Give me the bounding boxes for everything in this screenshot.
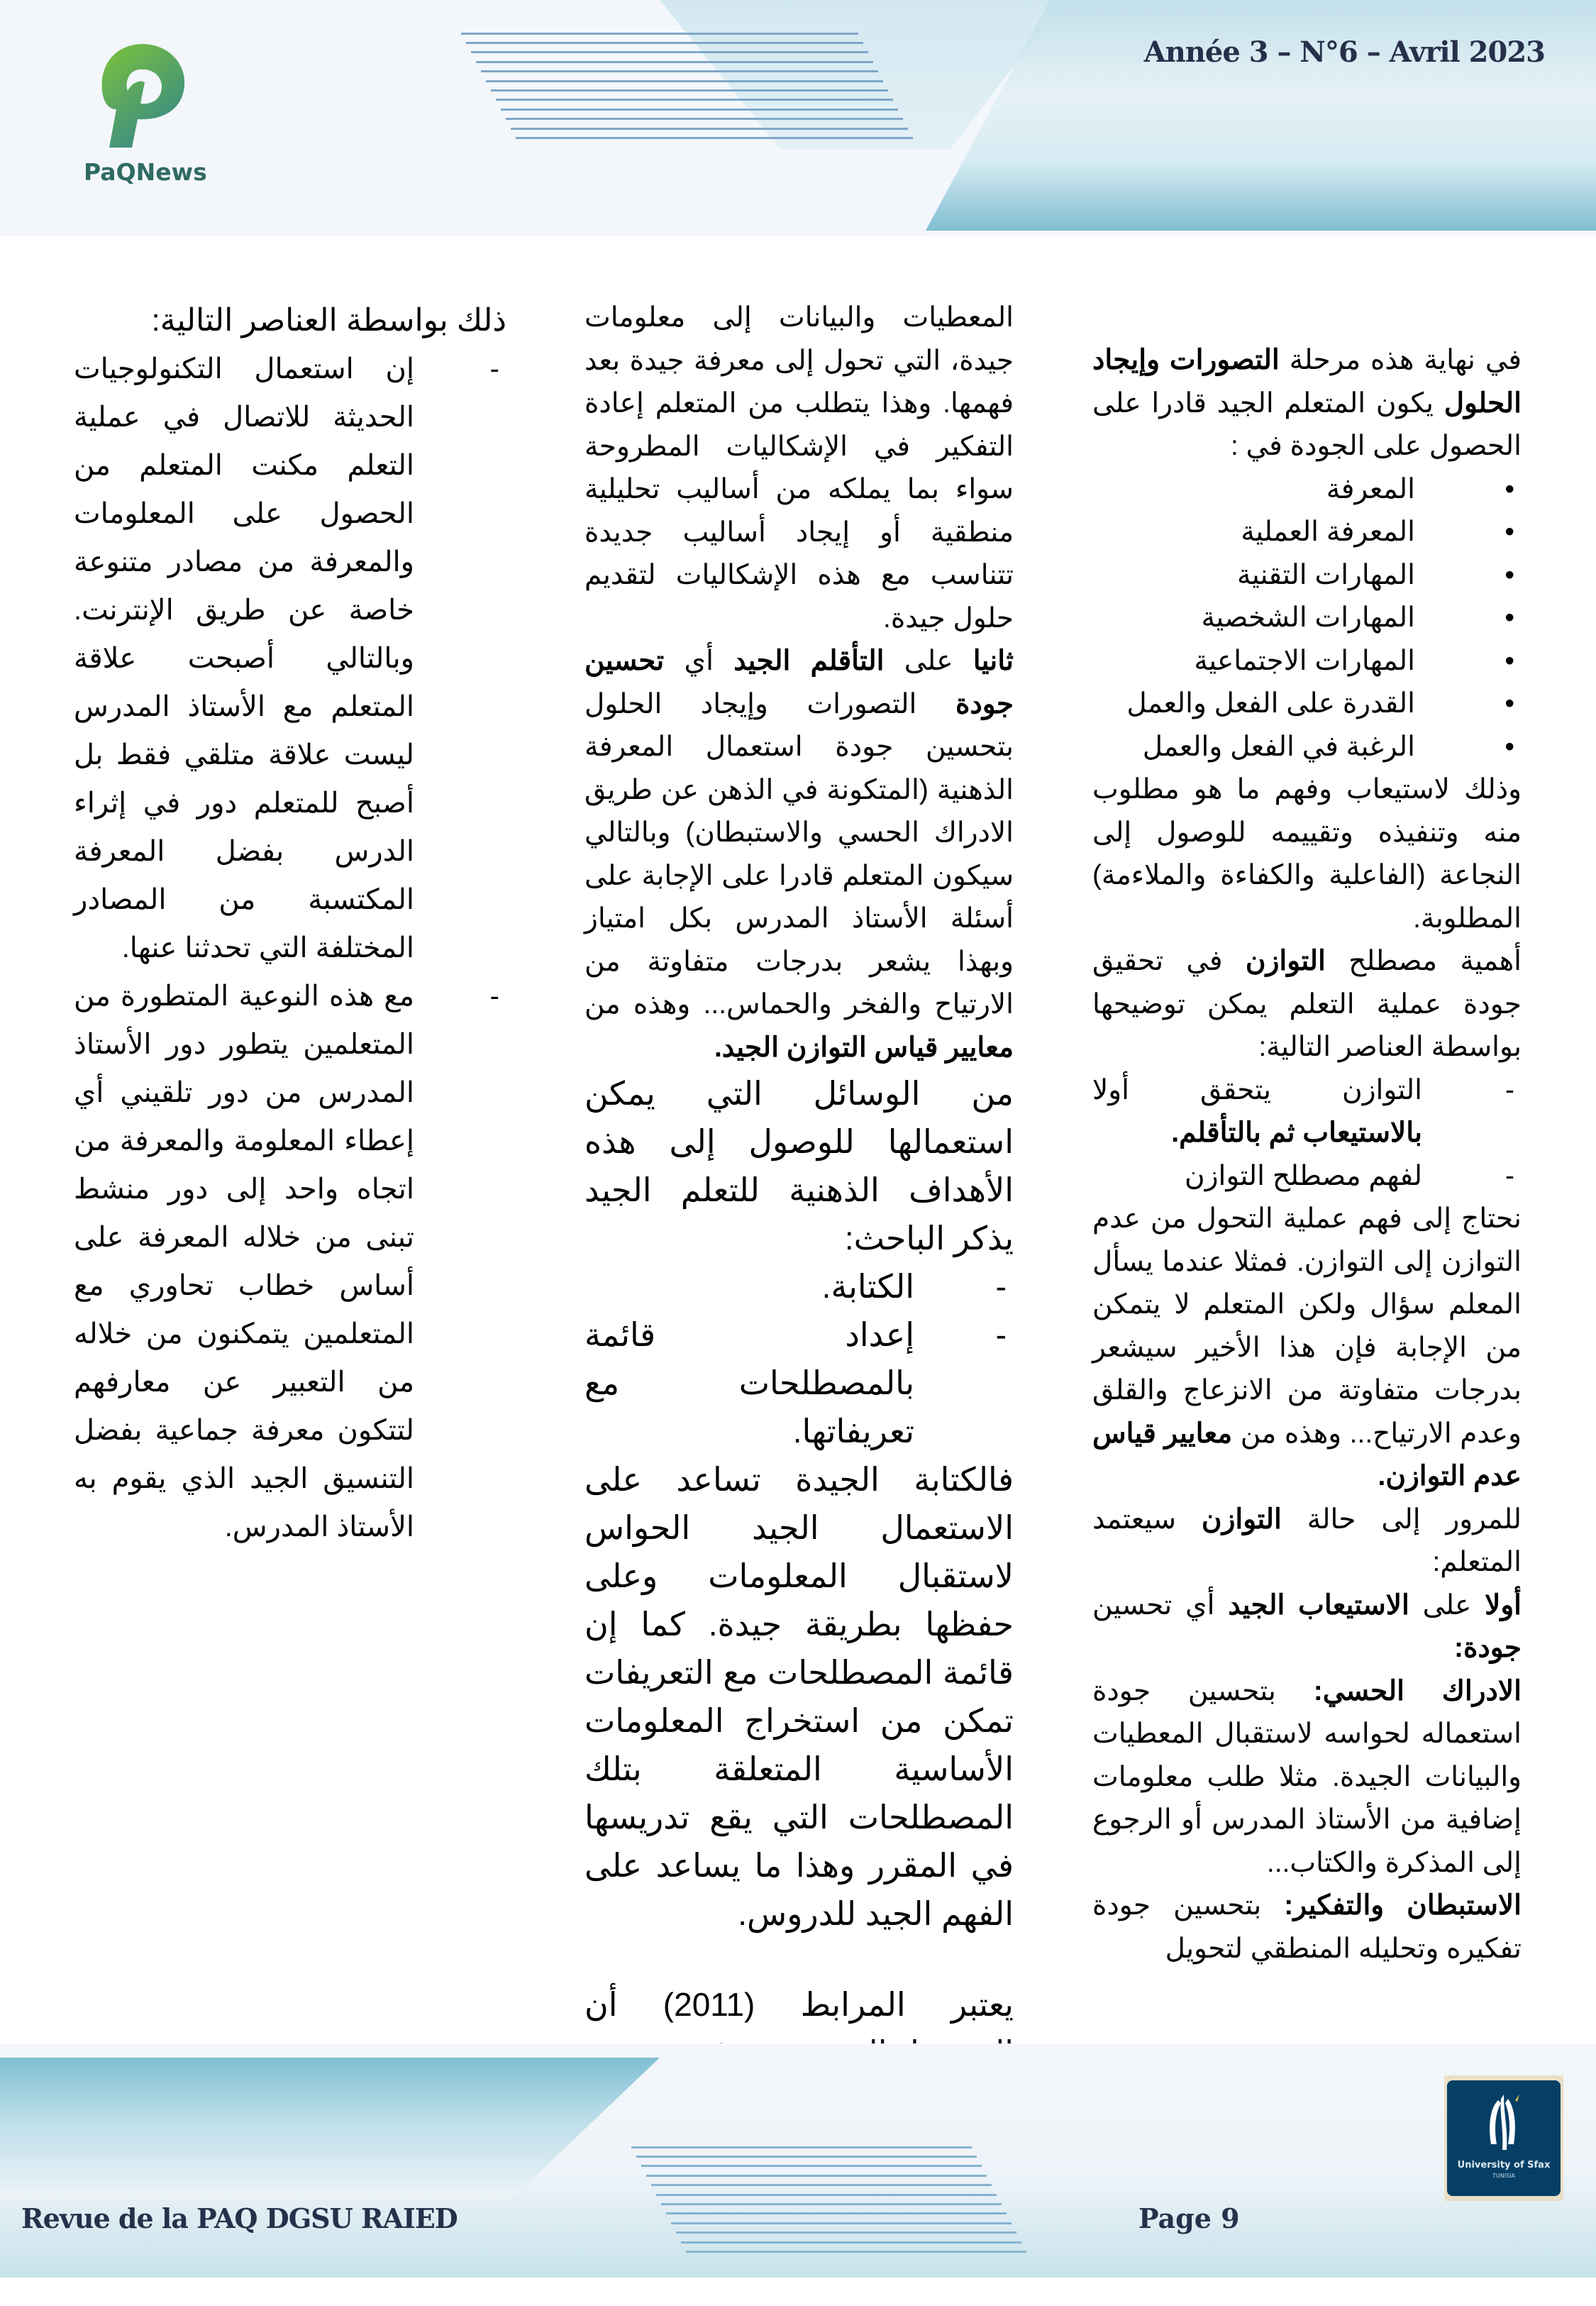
page-footer xyxy=(0,2043,1596,2278)
paragraph: الادراك الحسي: بتحسين جودة استعماله لحواسه لاستقبال المعطيات والبيانات الجيدة. مثلا طلب معلومات إضافية من الأستاذ المدرس أو الرجوع إلى المذكرة والكتاب... xyxy=(1092,1675,1522,1878)
list-item: • الرغبة في الفعل والعمل xyxy=(1092,726,1522,769)
university-country: TUNISIA xyxy=(1492,2173,1515,2179)
paqnews-logo xyxy=(84,41,207,190)
university-logo xyxy=(1444,2075,1563,2201)
journal-title: Revue de la PAQ DGSU RAIED xyxy=(21,2202,458,2234)
dash-item: - إعداد قائمة بالمصطلحات مع تعريفاتها. xyxy=(584,1316,1007,1450)
paragraph: ثانيا على التأقلم الجيد أي تحسين جودة التصورات وإيجاد الحلول بتحسين جودة استعمال المعرفة الذهنية (المتكونة في الذهن عن طريق الادراك الحسي والاستبطان) وبالتالي سيكون المتعلم قادرا على الإجابة على أسئلة الأستاذ المدرس بكل امتياز وبهذا يشعر بدرجات متفاوتة من الارتياح والفخر والحماس... وهذه من معايير قياس التوازن الجيد. xyxy=(584,646,1014,1063)
dash-item: - مع هذه النوعية المتطورة من المتعلمين يتطور دور الأستاذ المدرس من دور تلقيني أي إعطاء المعلومة والمعرفة من اتجاه واحد إلى دور منشط تبنى من خلاله المعرفة على أساس خطاب تحاوري مع المتعلمين يتمكنون من خلاله من التعبير عن معارفهم لتتكون معرفة جماعية بفضل التنسيق الجيد الذي يقوم به الأستاذ المدرس. xyxy=(74,981,499,1543)
paragraph: الاستبطان والتفكير: بتحسين جودة تفكيره وتحليله المنطقي لتحويل xyxy=(1092,1890,1522,1964)
article-column-right xyxy=(1092,339,1522,1970)
list-item: • القدرة على الفعل والعمل xyxy=(1092,683,1522,726)
paqnews-brand-text: PaQNews xyxy=(84,158,207,186)
page-number: Page 9 xyxy=(1138,2202,1240,2234)
paragraph: فالكتابة الجيدة تساعد على الاستعمال الجيد الحواس لاستقبال المعلومات وعلى حفظها بطريقة جيدة. كما إن قائمة المصطلحات مع التعريفات تمكن من استخراج المعلومات الأساسية المتعلقة بتلك المصطلحات التي يقع تدريسها في المقرر وهذا ما يساعد على الفهم الجيد للدروس. xyxy=(584,1461,1014,1932)
paragraph: من الوسائل التي يمكن استعمالها للوصول إلى هذه الأهداف الذهنية للتعلم الجيد يذكر الباحث: xyxy=(584,1075,1014,1257)
page-header xyxy=(0,0,1596,236)
list-item: • المعرفة xyxy=(1092,468,1522,512)
dash-item: - لفهم مصطلح التوازن xyxy=(1185,1160,1514,1191)
large-text-block xyxy=(584,1069,1014,2125)
article-column-middle xyxy=(584,297,1014,2125)
university-emblem-icon xyxy=(1447,2080,1561,2158)
list-item: • المهارات التقنية xyxy=(1092,554,1522,597)
list-item: • المهارات الشخصية xyxy=(1092,597,1522,640)
university-name: University of Sfax xyxy=(1457,2160,1551,2170)
dash-item: - إن استعمال التكنولوجيات الحديثة للاتصال في عملية التعلم مكنت المتعلم من الحصول على المعلومات والمعرفة من مصادر متنوعة خاصة عن طريق الإنترنت. وبالتالي أصبحت علاقة المتعلم مع الأستاذ المدرس ليست علاقة متلقي فقط بل أصبح للمتعلم دور في إثراء الدرس بفضل المعرفة المكتسبة من المصادر المختلفة التي تحدثنا عنها. xyxy=(74,353,499,964)
paragraph: نحتاج إلى فهم عملية التحول من عدم التوازن إلى التوازن. فمثلا عندما يسأل المعلم سؤال ولكن المتعلم لا يتمكن من الإجابة فإن هذا الأخير سيشعر بدرجات متفاوتة من الانزعاج والقلق وعدم الارتياح... وهذه من معايير قياس عدم التوازن. xyxy=(1092,1203,1522,1491)
paragraph: في نهاية هذه مرحلة التصورات وإيجاد الحلول يكون المتعلم الجيد قادرا على الحصول على الجودة في : xyxy=(1092,345,1522,461)
quality-bullet-list xyxy=(1092,468,1522,769)
article-column-left xyxy=(74,297,506,1551)
paragraph: للمرور إلى حالة التوازن سيعتمد المتعلم: xyxy=(1092,1504,1522,1577)
list-item: • المهارات الاجتماعية xyxy=(1092,640,1522,683)
paqnews-p-icon xyxy=(96,41,189,151)
issue-label: Année 3 – N°6 – Avril 2023 xyxy=(1143,35,1545,69)
section-heading: ذلك بواسطة العناصر التالية: xyxy=(151,303,506,338)
paragraph: أهمية مصطلح التوازن في تحقيق جودة عملية التعلم يمكن توضيحها بواسطة العناصر التالية: xyxy=(1092,946,1522,1062)
list-item: • المعرفة العملية xyxy=(1092,511,1522,554)
paragraph: وذلك لاستيعاب وفهم ما هو مطلوب منه وتنفيذه وتقييمه للوصول إلى النجاعة (الفاعلية والكفاءة والملاءمة) المطلوبة. xyxy=(1092,774,1522,934)
dash-item: - التوازن يتحقق أولا بالاستيعاب ثم بالتأقلم. xyxy=(1092,1074,1514,1148)
paragraph: المعطيات والبيانات إلى معلومات جيدة، التي تحول إلى معرفة جيدة بعد فهمها. وهذا يتطلب من المتعلم إعادة التفكير في الإشكاليات المطروحة سواء بما يملكه من أساليب تحليلية منطقية أو إيجاد أساليب جديدة تتناسب مع هذه الإشكاليات لتقديم حلول جيدة. xyxy=(584,302,1014,634)
dash-item: - الكتابة. xyxy=(821,1268,1007,1305)
header-decor-stripes xyxy=(461,33,887,146)
paragraph: يعتبر المرابط (2011) أن xyxy=(584,1986,1014,2023)
paragraph: أولا على الاستيعاب الجيد أي تحسين جودة: xyxy=(1092,1589,1522,1663)
